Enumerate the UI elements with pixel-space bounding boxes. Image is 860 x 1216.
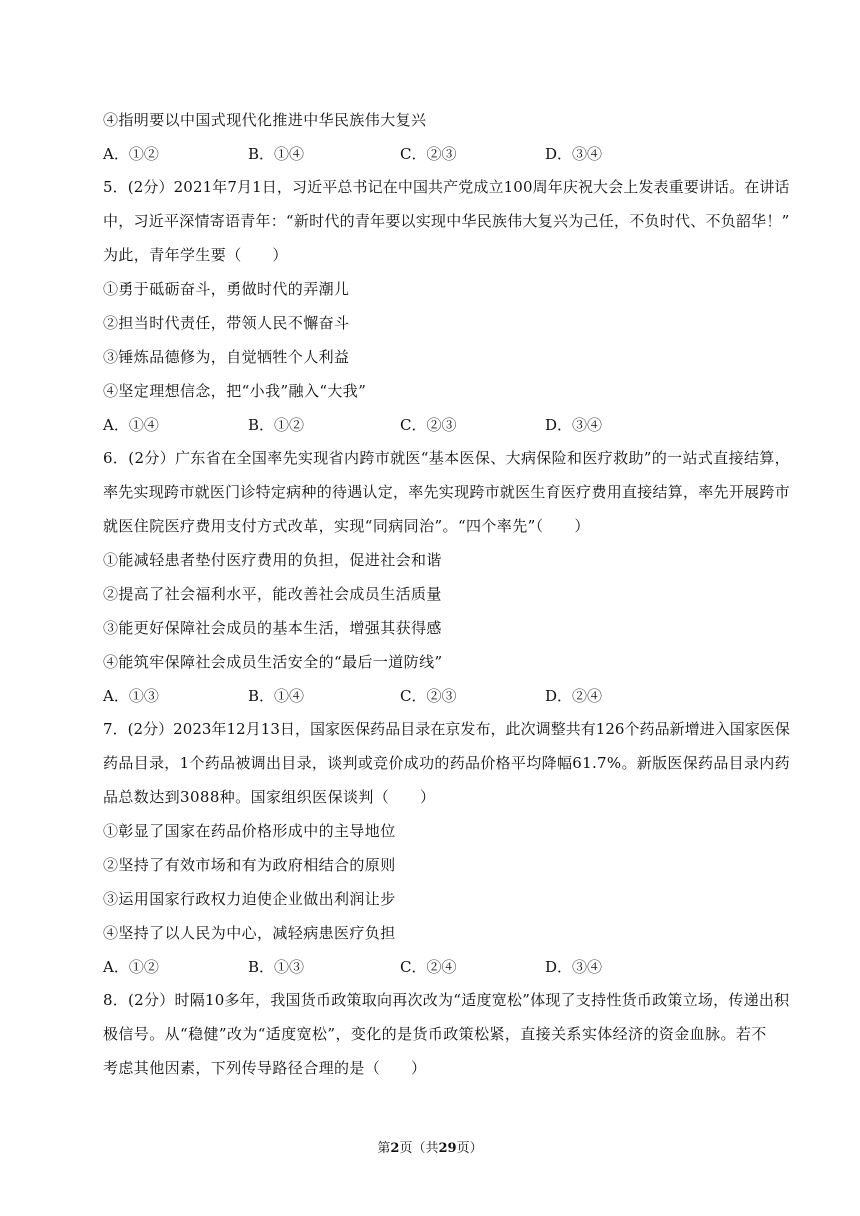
q7-statement-1: ①彰显了国家在药品价格形成中的主导地位 (103, 822, 396, 840)
q4-choice-a: A．①② (103, 145, 159, 163)
q6-statement-4: ④能筑牢保障社会成员生活安全的“最后一道防线” (103, 653, 443, 671)
q6-statement-1: ①能减轻患者垫付医疗费用的负担，促进社会和谐 (103, 551, 442, 569)
q4-choice-d: D．③④ (545, 145, 603, 163)
q6-statement-2: ②提高了社会福利水平，能改善社会成员生活质量 (103, 585, 442, 603)
q7-choice-b: B．①③ (248, 958, 305, 976)
q6-stem-line-1: 6．(2分）广东省在全国率先实现省内跨市就医“基本医保、大病保险和医疗救助”的一站式直接结算， (103, 449, 791, 467)
q5-stem-line-2: 中，习近平深情寄语青年：“新时代的青年要以实现中华民族伟大复兴为己任，不负时代、不负韶华！” (103, 212, 790, 230)
q7-choice-c: C．②④ (400, 958, 457, 976)
q4-statement-4: ④指明要以中国式现代化推进中华民族伟大复兴 (103, 111, 427, 129)
q4-choice-b: B．①④ (248, 145, 305, 163)
q5-choice-c: C．②③ (400, 416, 457, 434)
q7-stem-line-3: 品总数达到3088种。国家组织医保谈判（ ） (103, 788, 436, 806)
q8-stem-line-3: 考虑其他因素，下列传导路径合理的是（ ） (103, 1059, 427, 1077)
q6-statement-3: ③能更好保障社会成员的基本生活，增强其获得感 (103, 619, 442, 637)
q5-choice-a: A．①④ (103, 416, 159, 434)
q5-statement-2: ②担当时代责任，带领人民不懈奋斗 (103, 314, 350, 332)
q6-choice-d: D．②④ (545, 687, 603, 705)
footer-total-pages: 29 (438, 1141, 457, 1156)
q5-statement-1: ①勇于砥砺奋斗，勇做时代的弄潮儿 (103, 280, 350, 298)
q7-statement-2: ②坚持了有效市场和有为政府相结合的原则 (103, 856, 396, 874)
q7-choice-d: D．③④ (545, 958, 603, 976)
q7-statement-3: ③运用国家行政权力迫使企业做出利润让步 (103, 890, 396, 908)
page-footer (0, 1140, 860, 1158)
footer-prefix: 第 (377, 1141, 391, 1156)
q4-choice-c: C．②③ (400, 145, 457, 163)
q8-stem-line-2: 极信号。从“稳健”改为“适度宽松”，变化的是货币政策松紧，直接关系实体经济的资金血脉。若不 (103, 1025, 767, 1043)
q6-choice-b: B．①④ (248, 687, 305, 705)
q5-choice-d: D．③④ (545, 416, 603, 434)
q6-choice-a: A．①③ (103, 687, 159, 705)
q7-statement-4: ④坚持了以人民为中心，减轻病患医疗负担 (103, 924, 396, 942)
q5-stem-line-1: 5．(2分）2021年7月1日，习近平总书记在中国共产党成立100周年庆祝大会上发表重要讲话。在讲话 (103, 178, 790, 196)
q5-statement-3: ③锤炼品德修为，自觉牺牲个人利益 (103, 348, 350, 366)
footer-page-number: 2 (390, 1141, 400, 1156)
q6-stem-line-3: 就医住院医疗费用支付方式改革，实现“同病同治”。“四个率先”（ ） (103, 517, 590, 535)
q7-stem-line-1: 7．(2分）2023年12月13日，国家医保药品目录在京发布，此次调整共有126个药品新增进入国家医保 (103, 720, 790, 738)
q6-choice-c: C．②③ (400, 687, 457, 705)
footer-suffix: 页） (456, 1141, 483, 1156)
footer-middle: 页（共 (399, 1141, 439, 1156)
q5-choice-b: B．①② (248, 416, 305, 434)
q7-stem-line-2: 药品目录，1个药品被调出目录，谈判或竞价成功的药品价格平均降幅61.7%。新版医保药品目录内药 (103, 754, 790, 772)
q7-choice-a: A．①② (103, 958, 159, 976)
q5-stem-line-3: 为此，青年学生要（ ） (103, 246, 288, 264)
q5-statement-4: ④坚定理想信念，把“小我”融入“大我” (103, 382, 367, 400)
q6-stem-line-2: 率先实现跨市就医门诊特定病种的待遇认定，率先实现跨市就医生育医疗费用直接结算，率先开展跨市 (103, 483, 790, 501)
q8-stem-line-1: 8．(2分）时隔10多年，我国货币政策取向再次改为“适度宽松”体现了支持性货币政策立场，传递出积 (103, 991, 790, 1009)
